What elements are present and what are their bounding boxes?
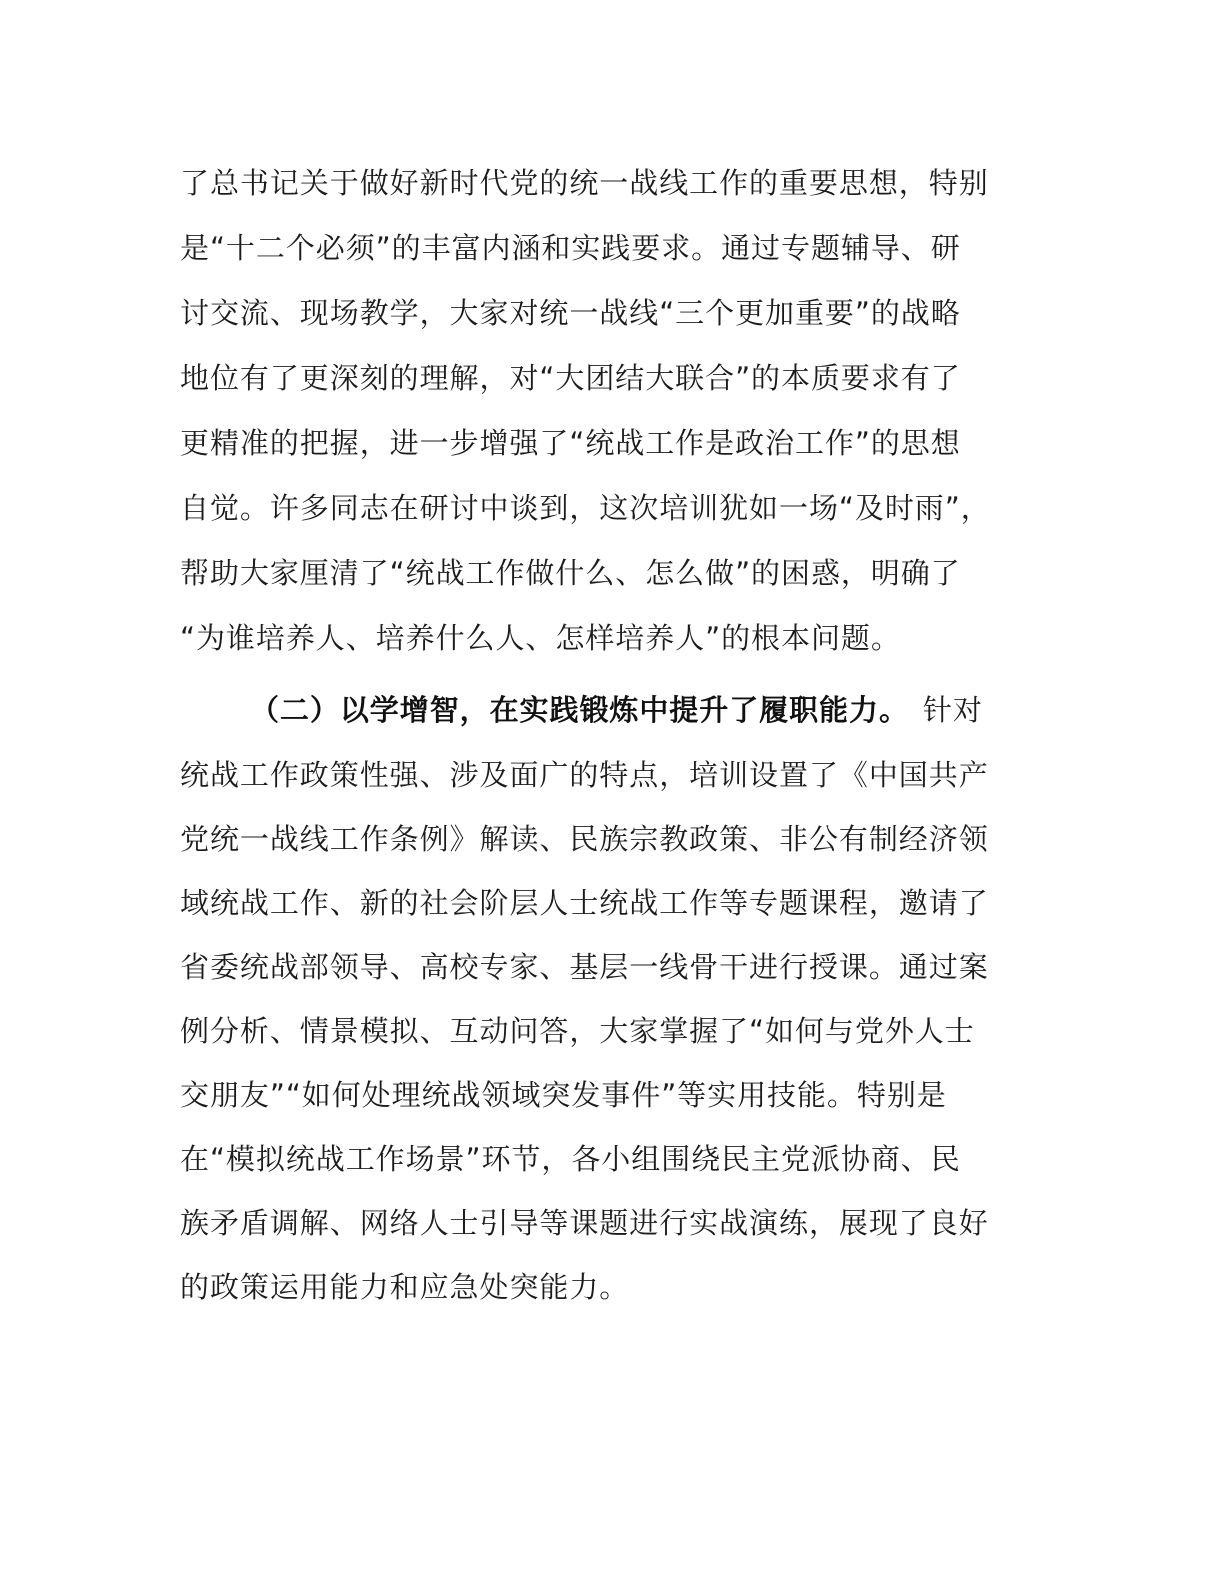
paragraph-1-line-7: 帮助大家厘清了“统战工作做什么、怎么做”的困惑，明确了 <box>180 556 961 590</box>
paragraph-2-line-8: 族矛盾调解、网络人士引导等课题进行实战演练，展现了良好 <box>180 1206 989 1240</box>
paragraph-1-line-4: 地位有了更深刻的理解，对“大团结大联合”的本质要求有了 <box>180 361 961 395</box>
paragraph-2-line-7: 在“模拟统战工作场景”环节，各小组围绕民主党派协商、民 <box>180 1142 961 1176</box>
paragraph-2-line-1: 统战工作政策性强、涉及面广的特点，培训设置了《中国共产 <box>180 758 989 792</box>
paragraph-2-line-3: 域统战工作、新的社会阶层人士统战工作等专题课程，邀请了 <box>180 886 989 920</box>
section-heading: （二）以学增智，在实践锻炼中提升了履职能力。 <box>250 693 909 727</box>
paragraph-1-line-3: 讨交流、现场教学，大家对统一战线“三个更加重要”的战略 <box>180 296 961 330</box>
paragraph-2-line-4: 省委统战部领导、高校专家、基层一线骨干进行授课。通过案 <box>180 950 989 984</box>
paragraph-2-line-5: 例分析、情景模拟、互动问答，大家掌握了“如何与党外人士 <box>180 1014 975 1048</box>
paragraph-1-line-6: 自觉。许多同志在研讨中谈到，这次培训犹如一场“及时雨”， <box>180 491 991 525</box>
paragraph-2-line-9: 的政策运用能力和应急处突能力。 <box>180 1270 630 1304</box>
paragraph-1-line-1: 了总书记关于做好新时代党的统一战线工作的重要思想，特别 <box>180 166 989 200</box>
paragraph-1-line-8: “为谁培养人、培养什么人、怎样培养人”的根本问题。 <box>180 621 901 655</box>
section-heading-line <box>250 677 1050 743</box>
paragraph-1-line-5: 更精准的把握，进一步增强了“统战工作是政治工作”的思想 <box>180 426 961 460</box>
paragraph-1-line-2: 是“十二个必须”的丰富内涵和实践要求。通过专题辅导、研 <box>180 231 961 265</box>
paragraph-2-line-6: 交朋友”“如何处理统战领域突发事件”等实用技能。特别是 <box>180 1078 947 1112</box>
paragraph-2-line-2: 党统一战线工作条例》解读、民族宗教政策、非公有制经济领 <box>180 822 989 856</box>
section-heading-tail: 针对 <box>922 693 983 727</box>
